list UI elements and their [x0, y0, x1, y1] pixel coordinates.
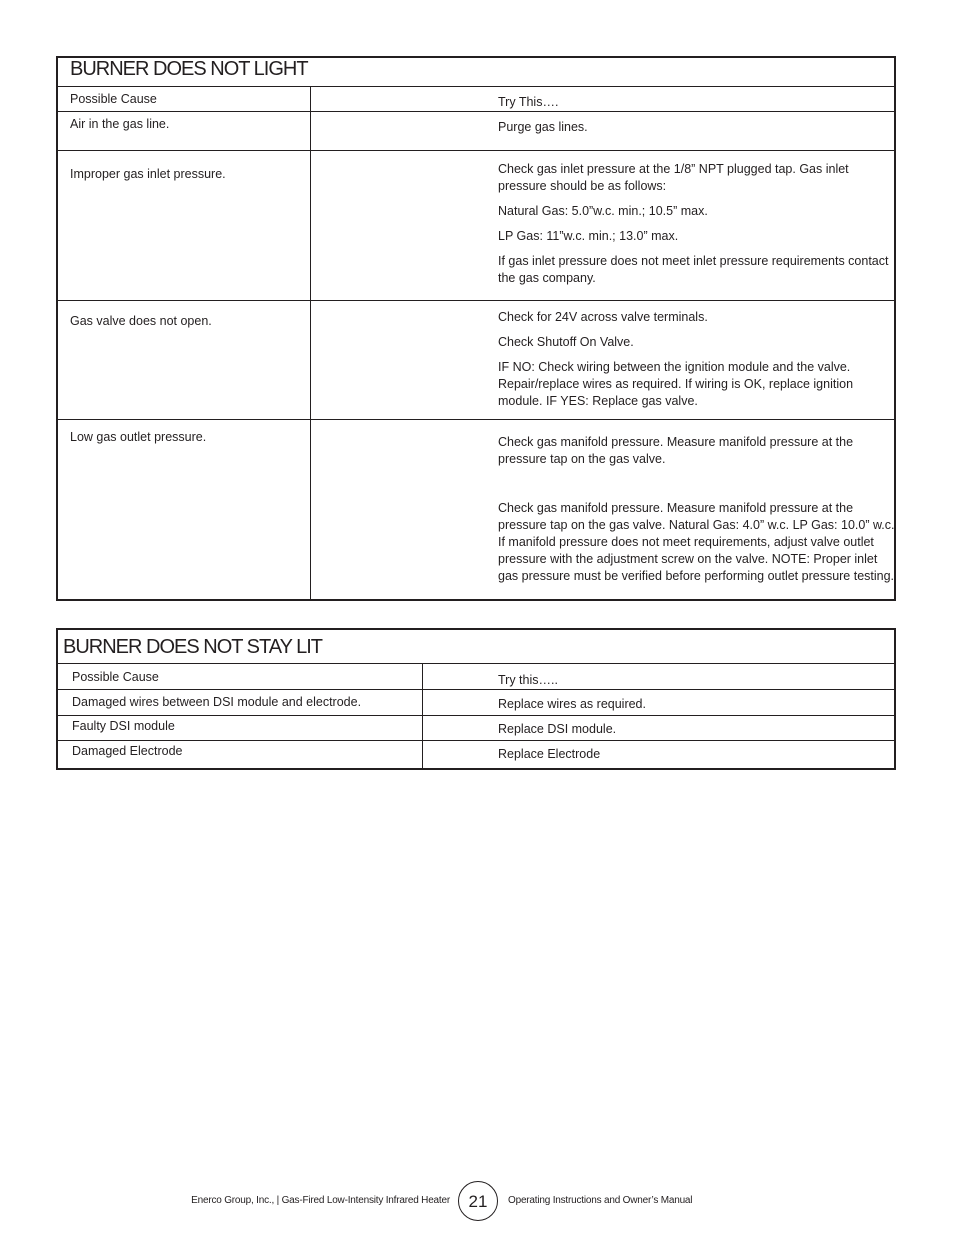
row-fix	[498, 119, 894, 144]
fix-text: Check gas inlet pressure at the 1/8” NPT plugged tap. Gas inlet pressure should be as follows:	[498, 162, 849, 193]
header-fix: Try this…..	[498, 673, 558, 687]
footer-left-text: Enerco Group, Inc., | Gas-Fired Low-Intensity Infrared Heater	[191, 1195, 450, 1206]
row-fix: Replace DSI module.	[498, 722, 617, 736]
fix-text: Check gas manifold pressure. Measure manifold pressure at the pressure tap on the gas valve.	[498, 435, 854, 466]
title-text: BURNER DOES NOT STAY LIT	[63, 636, 323, 658]
fix-text: If gas inlet pressure does not meet inlet pressure requirements contact the gas company.	[498, 254, 889, 285]
fix-text: Check gas manifold pressure. Measure manifold pressure at the pressure tap on the gas valve. Natural Gas: 4.0” w.c. LP Gas: 10.0” w.c. If manifold pressure does not meet requirements, adjust valve outlet pressure with the adjustment screw on the valve. NOTE: Proper inlet gas pressure must be verified before performing outlet pressure testing.	[498, 501, 895, 583]
table-row	[58, 690, 894, 716]
row-fix	[498, 161, 894, 295]
table-row	[58, 112, 894, 151]
row-fix: Replace wires as required.	[498, 697, 646, 711]
row-cause: Damaged wires between DSI module and electrode.	[72, 695, 362, 709]
title-text: BURNER DOES NOT LIGHT	[70, 58, 308, 80]
header-cause: Possible Cause	[70, 92, 157, 106]
fix-text: Purge gas lines.	[498, 120, 588, 134]
page-footer	[0, 1180, 954, 1224]
footer-right-text: Operating Instructions and Owner’s Manual	[508, 1195, 693, 1206]
header-fix: Try This….	[498, 95, 559, 109]
row-cause: Improper gas inlet pressure.	[70, 167, 226, 181]
row-cause: Gas valve does not open.	[70, 314, 212, 328]
row-cause: Faulty DSI module	[72, 719, 175, 733]
header-cause: Possible Cause	[72, 670, 159, 684]
table-row	[58, 716, 894, 741]
row-cause: Damaged Electrode	[72, 744, 183, 758]
table-title	[58, 58, 894, 87]
table-row	[58, 301, 894, 420]
fix-text: Natural Gas: 5.0”w.c. min.; 10.5” max.	[498, 204, 708, 218]
fix-text: LP Gas: 11”w.c. min.; 13.0” max.	[498, 229, 679, 243]
fix-text: Check for 24V across valve terminals.	[498, 310, 708, 324]
table-row	[58, 420, 894, 601]
page-number: 21	[458, 1181, 498, 1221]
table-title	[58, 630, 894, 664]
table-row	[58, 151, 894, 301]
fix-text: Check Shutoff On Valve.	[498, 335, 634, 349]
row-fix: Replace Electrode	[498, 747, 601, 761]
table-header-row	[58, 664, 894, 690]
burner-does-not-light-table	[56, 56, 896, 601]
table-row	[58, 741, 894, 770]
row-fix	[498, 309, 894, 418]
fix-text: IF NO: Check wiring between the ignition module and the valve. Repair/replace wires as required. If wiring is OK, replace ignition module. IF YES: Replace gas valve.	[498, 360, 854, 408]
burner-does-not-stay-lit-table	[56, 628, 896, 770]
row-cause: Air in the gas line.	[70, 117, 170, 131]
row-fix	[498, 434, 896, 585]
table-header-row	[58, 87, 894, 112]
row-cause: Low gas outlet pressure.	[70, 430, 207, 444]
